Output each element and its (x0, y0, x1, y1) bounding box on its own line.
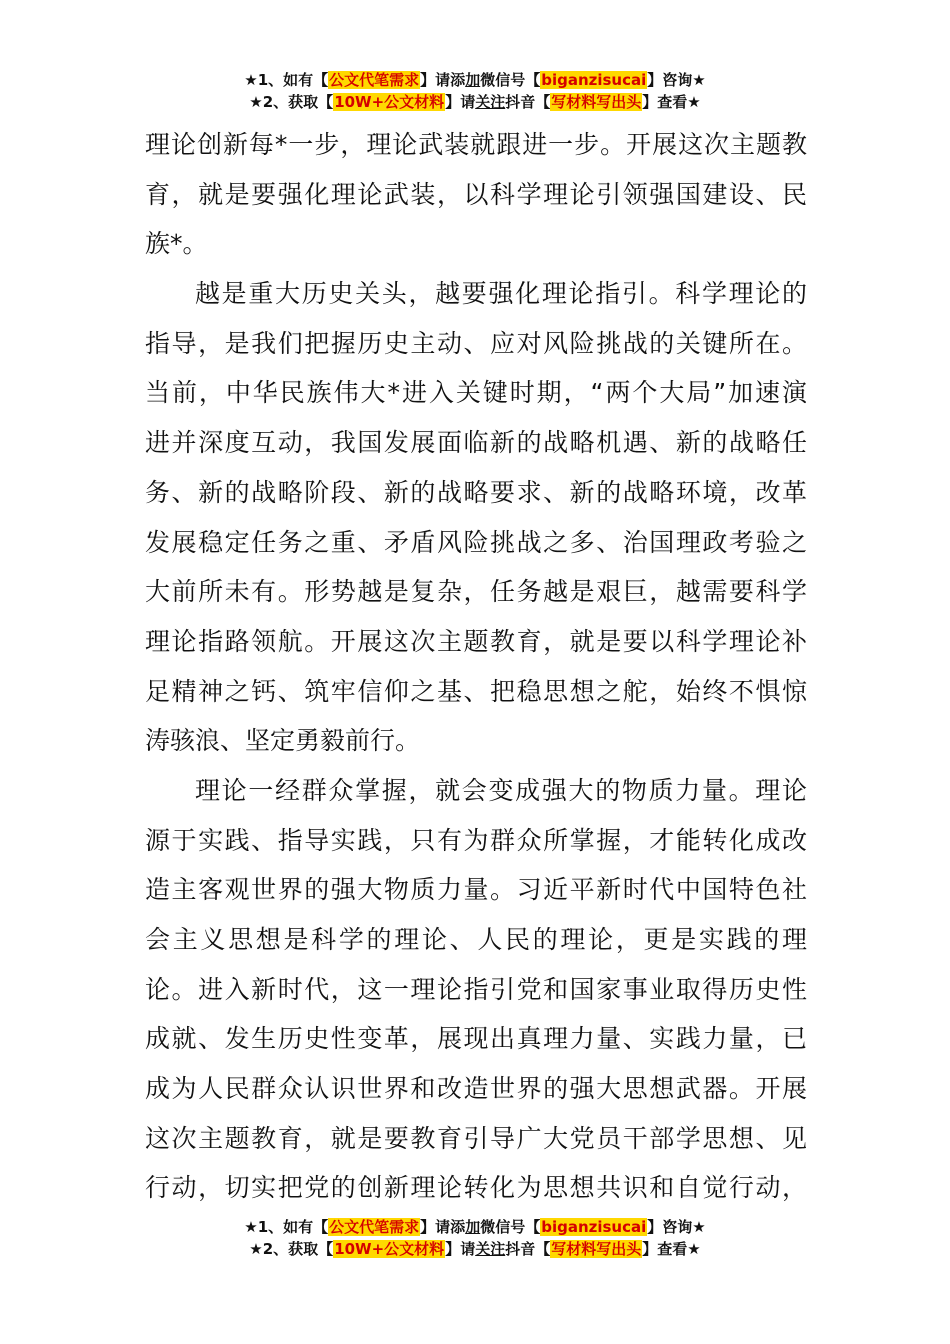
text-line: 指导，是我们把握历史主动、应对风险挑战的关键所在。 (145, 328, 807, 358)
text-line: 族*。 (145, 229, 208, 259)
promo-highlight: 10W+公文材料 (334, 93, 445, 111)
promo-highlight: 公文代笔需求 (329, 1218, 420, 1236)
promo-douyin-id: 写材料写出头 (551, 93, 642, 111)
promo-emphasis: 关注 (475, 93, 506, 111)
promo-text: 抖音【 (505, 93, 551, 111)
text-line: 足精神之钙、筑牢信仰之基、把稳思想之舵，始终不惧惊 (145, 676, 807, 706)
text-line: 进并深度互动，我国发展面临新的战略机遇、新的战略任 (145, 428, 807, 458)
promo-text: 】咨询★ (647, 71, 706, 89)
promo-text: 】查看★ (642, 93, 701, 111)
promo-text: 抖音【 (505, 1240, 551, 1258)
text-line: 育，就是要强化理论武装，以科学理论引领强国建设、民 (145, 179, 807, 209)
text-line: 这次主题教育，就是要教育引导广大党员干部学思想、见 (145, 1123, 807, 1153)
promo-text: ★1、如有【 (244, 1218, 329, 1236)
text-line: 行动，切实把党的创新理论转化为思想共识和自觉行动， (145, 1173, 807, 1203)
promo-text: 】查看★ (642, 1240, 701, 1258)
text-line: 造主客观世界的强大物质力量。习近平新时代中国特色社 (145, 875, 807, 905)
promo-text: 】请添 (420, 1218, 466, 1236)
promo-text: 】咨询★ (647, 1218, 706, 1236)
promo-wechat-id: biganzisucai (541, 1218, 647, 1236)
promo-line-2 (0, 1238, 950, 1260)
promo-highlight: 10W+公文材料 (334, 1240, 445, 1258)
text-line: 越是重大历史关头，越要强化理论指引。科学理论的 (195, 279, 807, 309)
header-promo-banner (0, 69, 950, 113)
promo-text: 】请 (445, 1240, 476, 1258)
promo-emphasis: 关注 (475, 1240, 506, 1258)
promo-text: 】请 (445, 93, 476, 111)
text-line: 发展稳定任务之重、矛盾风险挑战之多、治国理政考验之 (145, 527, 807, 557)
text-line: 理论创新每*一步，理论武装就跟进一步。开展这次主题教 (145, 130, 807, 159)
promo-line-1 (0, 69, 950, 91)
promo-text: 】请添 (420, 71, 466, 89)
text-line: 理论指路领航。开展这次主题教育，就是要以科学理论补 (145, 626, 807, 656)
promo-text: 微信号【 (480, 1218, 541, 1236)
promo-text: ★1、如有【 (244, 71, 329, 89)
text-line: 大前所未有。形势越是复杂，任务越是艰巨，越需要科学 (145, 577, 807, 607)
promo-text: ★2、获取【 (249, 93, 334, 111)
text-line: 理论一经群众掌握，就会变成强大的物质力量。理论 (195, 775, 807, 805)
promo-emphasis: 加 (465, 71, 481, 89)
text-line: 源于实践、指导实践，只有为群众所掌握，才能转化成改 (145, 825, 807, 855)
text-line: 涛骇浪、坚定勇毅前行。 (145, 726, 421, 756)
promo-text: ★2、获取【 (249, 1240, 334, 1258)
text-line: 论。进入新时代，这一理论指引党和国家事业取得历史性 (145, 974, 807, 1004)
text-line: 当前，中华民族伟大*进入关键时期，“两个大局”加速演 (145, 378, 807, 408)
promo-douyin-id: 写材料写出头 (551, 1240, 642, 1258)
text-line: 成为人民群众认识世界和改造世界的强大思想武器。开展 (145, 1074, 807, 1104)
promo-line-2 (0, 91, 950, 113)
text-line: 会主义思想是科学的理论、人民的理论，更是实践的理 (145, 925, 807, 954)
promo-line-1 (0, 1216, 950, 1238)
text-line: 成就、发生历史性变革，展现出真理力量、实践力量，已 (145, 1024, 807, 1054)
promo-wechat-id: biganzisucai (541, 71, 647, 89)
promo-highlight: 公文代笔需求 (329, 71, 420, 89)
text-line: 务、新的战略阶段、新的战略要求、新的战略环境，改革 (145, 477, 807, 507)
document-body (145, 120, 807, 1213)
promo-text: 微信号【 (480, 71, 541, 89)
promo-emphasis: 加 (465, 1218, 481, 1236)
footer-promo-banner (0, 1216, 950, 1260)
